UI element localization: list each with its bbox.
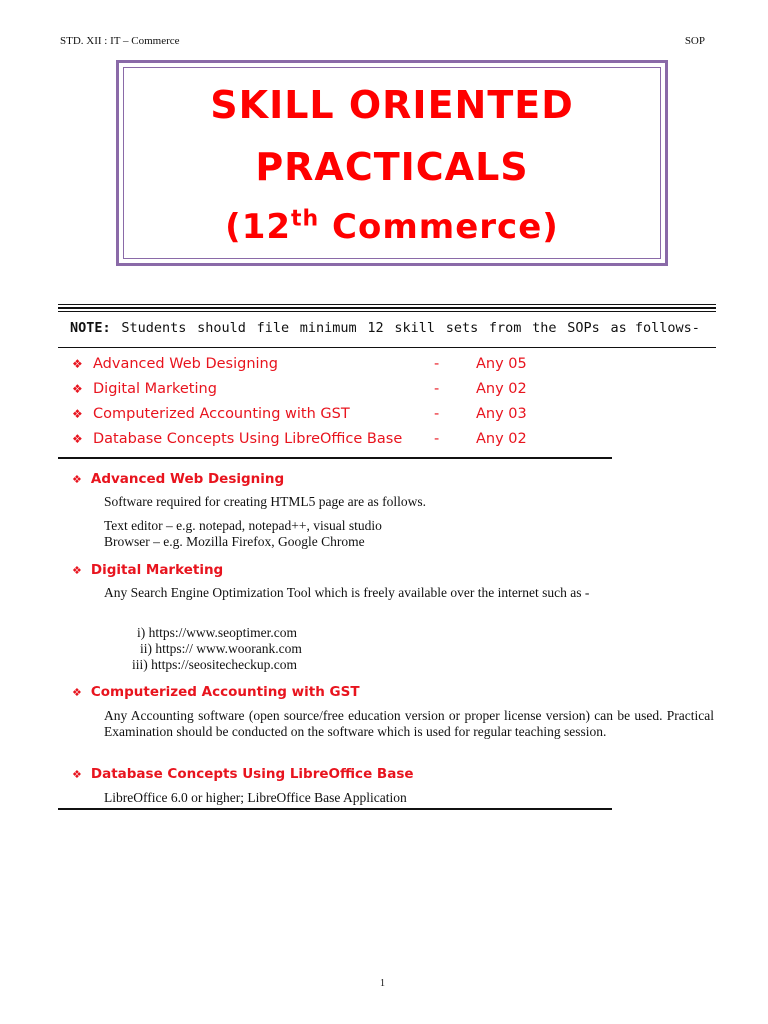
- summary-item-name: Digital Marketing: [93, 381, 217, 397]
- note-word: as follows-: [610, 320, 700, 336]
- note-label: NOTE:: [70, 320, 111, 336]
- summary-item-name: Database Concepts Using LibreOffice Base: [93, 431, 403, 447]
- note-word: skill: [394, 320, 435, 336]
- section-title-text: Advanced Web Designing: [90, 471, 285, 487]
- database-line-1: LibreOffice 6.0 or higher; LibreOffice Base Application: [104, 790, 407, 805]
- section-title-accounting: [72, 684, 360, 700]
- marketing-paragraph: Any Search Engine Optimization Tool which is freely available over the internet such as -: [104, 585, 590, 600]
- summary-item-value: Any 02: [476, 431, 527, 447]
- marketing-url: i) https://www.seoptimer.com: [137, 625, 297, 640]
- note-word: Students: [121, 320, 187, 336]
- summary-item-value: Any 03: [476, 406, 527, 422]
- diamond-bullet-icon: ❖: [72, 382, 83, 396]
- page-number: 1: [380, 978, 385, 989]
- summary-item-dash: -: [434, 406, 440, 422]
- web-line-3: Browser – e.g. Mozilla Firefox, Google Chrome: [104, 534, 365, 549]
- section-title-text: Computerized Accounting with GST: [90, 684, 360, 700]
- diamond-bullet-icon: ❖: [72, 686, 82, 699]
- note-word: from: [488, 320, 522, 336]
- note-word: sets: [445, 320, 479, 336]
- title-line-1: SKILL ORIENTED: [210, 83, 574, 127]
- summary-item-name: Computerized Accounting with GST: [93, 406, 350, 422]
- diamond-bullet-icon: ❖: [72, 473, 82, 486]
- summary-item-dash: -: [434, 356, 440, 372]
- summary-item-value: Any 05: [476, 356, 527, 372]
- top-rule-3: [58, 311, 716, 312]
- web-line-2: Text editor – e.g. notepad, notepad++, visual studio: [104, 518, 382, 533]
- diamond-bullet-icon: ❖: [72, 407, 83, 421]
- section-title-web: [72, 471, 284, 487]
- note-word: 12: [367, 320, 384, 336]
- summary-item-name: Advanced Web Designing: [93, 356, 278, 372]
- title-line-3-post: Commerce): [319, 207, 559, 247]
- note-word: minimum: [299, 320, 357, 336]
- marketing-url: iii) https://seositecheckup.com: [132, 657, 297, 672]
- accounting-paragraph: Any Accounting software (open source/free education version or proper license version) can be used. Practical Examination should be conducted on the software which is used for regular teaching session.: [104, 708, 714, 739]
- diamond-bullet-icon: ❖: [72, 432, 83, 446]
- summary-item-dash: -: [434, 381, 440, 397]
- title-line-3: [119, 207, 665, 247]
- title-line-3-pre: (12: [225, 207, 292, 247]
- summary-rule: [58, 457, 612, 459]
- note-word: the: [532, 320, 557, 336]
- header-right: SOP: [684, 35, 705, 47]
- header-left: STD. XII : IT – Commerce: [60, 35, 180, 47]
- note-word: SOPs: [567, 320, 600, 336]
- note-word: file: [256, 320, 290, 336]
- summary-item-dash: -: [434, 431, 440, 447]
- diamond-bullet-icon: ❖: [72, 357, 83, 371]
- web-line-1: Software required for creating HTML5 page are as follows.: [104, 494, 427, 509]
- section-title-marketing: [72, 562, 223, 578]
- section-title-database: [72, 766, 414, 782]
- note-rule: [58, 347, 716, 348]
- summary-item-value: Any 02: [476, 381, 527, 397]
- section-title-text: Digital Marketing: [90, 562, 224, 578]
- top-rule-1: [58, 304, 716, 305]
- top-rule-2: [58, 307, 716, 309]
- title-superscript: th: [291, 206, 320, 232]
- note-word: should: [197, 320, 246, 336]
- diamond-bullet-icon: ❖: [72, 564, 82, 577]
- bottom-rule: [58, 808, 612, 810]
- diamond-bullet-icon: ❖: [72, 768, 82, 781]
- title-line-2: PRACTICALS: [255, 145, 529, 189]
- marketing-url: ii) https:// www.woorank.com: [140, 641, 302, 656]
- title-box: [116, 60, 668, 266]
- note-line: [70, 320, 700, 336]
- section-title-text: Database Concepts Using LibreOffice Base: [90, 766, 414, 782]
